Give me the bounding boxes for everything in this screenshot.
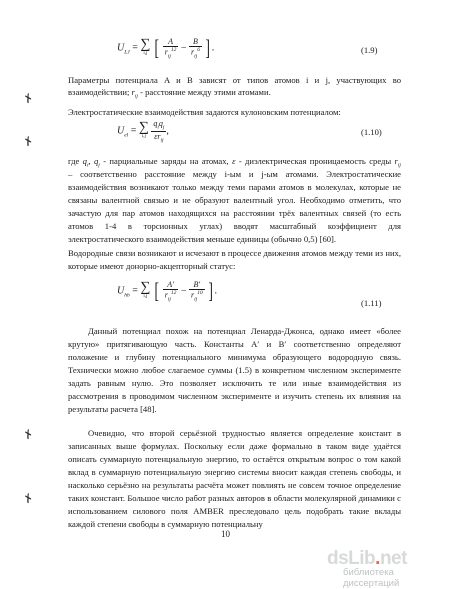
equation-number-1-11: (1.11): [361, 298, 382, 308]
paragraph-line: вклад в суммарную потенциальную энергию системы вносит каждая степень свободы, и: [68, 467, 401, 477]
paragraph-line: атомов 1-4 в торсионных углах) вводят масштабный коэффициент для: [68, 221, 401, 231]
paragraph-line: результаты расчета [48].: [68, 404, 157, 414]
paragraph-line: взаимодействии; $r_{ij}$ - расстояние между этими атомами.: [68, 87, 271, 100]
paragraph-line: Очевидно, что второй серьёзной трудностью является определение констант в: [88, 428, 401, 438]
watermark-subtitle: библиотека диссертаций: [343, 567, 400, 589]
paragraph-line: Водородные связи возникают и исчезают в процессе движения атомов между теми из них,: [68, 248, 401, 258]
sum-symbol: ∑ i,j: [138, 120, 149, 140]
margin-mark-4: ✗: [21, 491, 37, 507]
equation-number-1-10: (1.10): [361, 127, 382, 137]
formula-hydrogen-bond: $U_{hb}$ = ∑ i,j [ $\frac{A'}{r_{ij}^{12}}$ − $\frac{B'}{r_{ij}^{10}}$ ].: [117, 278, 218, 304]
paragraph-line: Данный потенциал похож на потенциал Ленарда-Джонса, однако имеет «более: [88, 326, 401, 336]
watermark: [327, 548, 447, 589]
formula-coulomb: $U_{el}$ = ∑ i,j $\frac{q_iq_j}{\varepsilon r_{ij}}$ ,: [117, 119, 169, 144]
paragraph-line: связаны валентной связью и не образуют валентный угол. Необходимо отметить, что: [68, 195, 401, 205]
formula-lennard-jones: $U_{LJ}$ = ∑ i,j [ $\frac{A}{r_{ij}^{12}}$ − $\frac{B}{r_{ij}^6}$ ].: [117, 35, 215, 61]
paragraph-line: Электростатические взаимодействия задаются кулоновским потенциалом:: [68, 107, 341, 117]
watermark-logo: dsLib.net: [327, 548, 407, 569]
sum-symbol: ∑ i,j: [140, 37, 151, 57]
paragraph-line: взаимодействия возникают только между теми парами атомов в молекулах, которые не: [68, 182, 401, 192]
paragraph-line: зачастую для пар атомов находящихся на расстоянии трёх валентных связей (то есть: [68, 208, 401, 218]
paragraph-line: крутую» притягивающую часть. Константы A′ и B′ соответственно определяют: [68, 339, 401, 349]
paragraph-line: Технически можно любое слагаемое суммы (1.5) в конкретном численном эксперименте: [68, 365, 401, 375]
margin-mark-3: ✗: [21, 427, 37, 443]
paragraph-line: где $q_i$, $q_j$ - парциальные заряды на атомах, ε - диэлектрическая проницаемость среды $r_{ij}$: [68, 156, 401, 169]
paragraph-line: насколько серьёзно на результаты расчёта может повлиять не совсем точное определение: [68, 480, 401, 490]
page-number: 10: [221, 529, 230, 539]
paragraph-line: задать равным нулю. Это позволяет исключить те или иные взаимодействия из: [68, 378, 401, 388]
margin-mark-1: ✗: [21, 91, 37, 107]
sum-symbol: ∑ i,j: [140, 280, 151, 300]
paragraph-line: электростатического взаимодействия меньше единицы (обычно 0,5) [60].: [68, 234, 337, 244]
paragraph-line: использованием силового поля AMBER преследовало цель подобрать такие вклады: [68, 506, 401, 516]
paragraph-line: каждой степени свободы в суммарную потенциальну: [68, 519, 263, 529]
paragraph-line: положение и глубину потенциального минимума образующего водородную связь.: [68, 352, 401, 362]
equation-number-1-9: (1.9): [361, 45, 378, 55]
paragraph-line: таких констант. Большое число работ разных авторов в области молекулярной динамики с: [68, 493, 401, 503]
paragraph-line: – соответственно расстояние между i-ым и j-ым атомами. Электростатические: [68, 169, 401, 179]
paragraph-line: записанных выше формулах. Поскольку если даже формально в таком виде удаётся: [68, 441, 401, 451]
paragraph-line: Параметры потенциала A и B зависят от типов атомов i и j, участвующих во: [68, 75, 401, 85]
paragraph-line: которые имеют донорно-акцепторный статус:: [68, 261, 236, 271]
margin-mark-2: ✗: [21, 134, 37, 150]
paragraph-line: рассмотрения в проводимом численном эксперименте и изучить степень их влияния на: [68, 391, 401, 401]
paragraph-line: описать суммарную потенциальную энергию, то остаётся открытым вопрос о том какой: [68, 454, 401, 464]
